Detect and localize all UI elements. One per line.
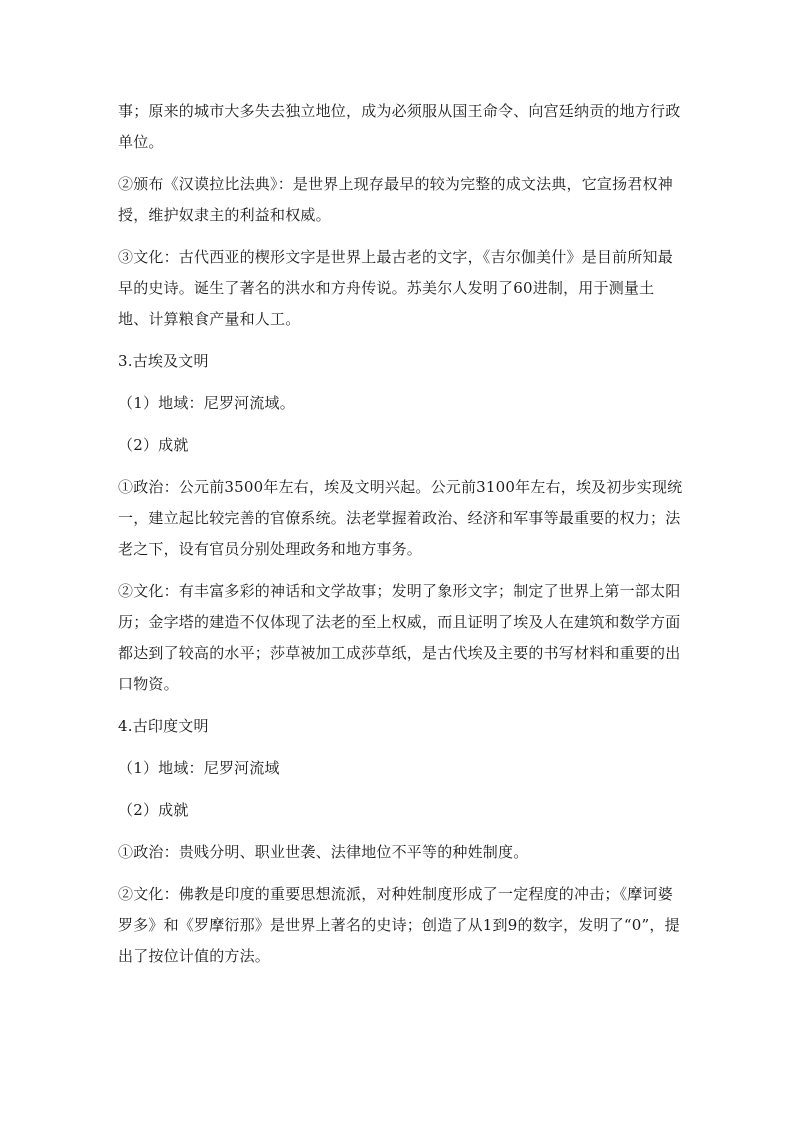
document-page — [118, 96, 683, 983]
paragraph-india-region: （1）地域：尼罗河流域 — [118, 759, 280, 777]
paragraph-west-asia-culture: ③文化：古代西亚的楔形文字是世界上最古老的文字，《吉尔伽美什》是目前所知最早的史诗。诞生了著名的洪水和方舟传说。苏美尔人发明了60进制，用于测量土地、计算粮食产量和人工。 — [118, 248, 673, 328]
paragraph-egypt-politics: ①政治：公元前3500年左右，埃及文明兴起。公元前3100年左右，埃及初步实现统一，建立起比较完善的官僚系统。法老掌握着政治、经济和军事等最重要的权力；法老之下，设有官员分别处理政务和地方事务。 — [118, 478, 683, 558]
paragraph-india-culture: ②文化：佛教是印度的重要思想流派，对种姓制度形成了一定程度的冲击；《摩诃婆罗多》和《罗摩衍那》是世界上著名的史诗；创造了从1到9的数字，发明了“0”，提出了按位计值的方法。 — [118, 885, 680, 965]
paragraph-hammurabi-code: ②颁布《汉谟拉比法典》：是世界上现存最早的较为完整的成文法典，它宣扬君权神授，维护奴隶主的利益和权威。 — [118, 175, 673, 224]
paragraph-india-politics: ①政治：贵贱分明、职业世袭、法律地位不平等的种姓制度。 — [118, 843, 529, 861]
paragraph-city-status: 事；原来的城市大多失去独立地位，成为必须服从国王命令、向宫廷纳贡的地方行政单位。 — [118, 102, 681, 151]
paragraph-india-achievements: （2）成就 — [118, 801, 189, 819]
section-heading-india: 4.古印度文明 — [118, 717, 209, 735]
paragraph-egypt-culture: ②文化：有丰富多彩的神话和文学故事；发明了象形文字；制定了世界上第一部太阳历；金字塔的建造不仅体现了法老的至上权威，而且证明了埃及人在建筑和数学方面都达到了较高的水平；莎草被加工成莎草纸，是古代埃及主要的书写材料和重要的出口物资。 — [118, 582, 681, 693]
paragraph-egypt-achievements: （2）成就 — [118, 436, 189, 454]
section-heading-egypt: 3.古埃及文明 — [118, 352, 209, 370]
paragraph-egypt-region: （1）地域：尼罗河流域。 — [118, 394, 295, 412]
